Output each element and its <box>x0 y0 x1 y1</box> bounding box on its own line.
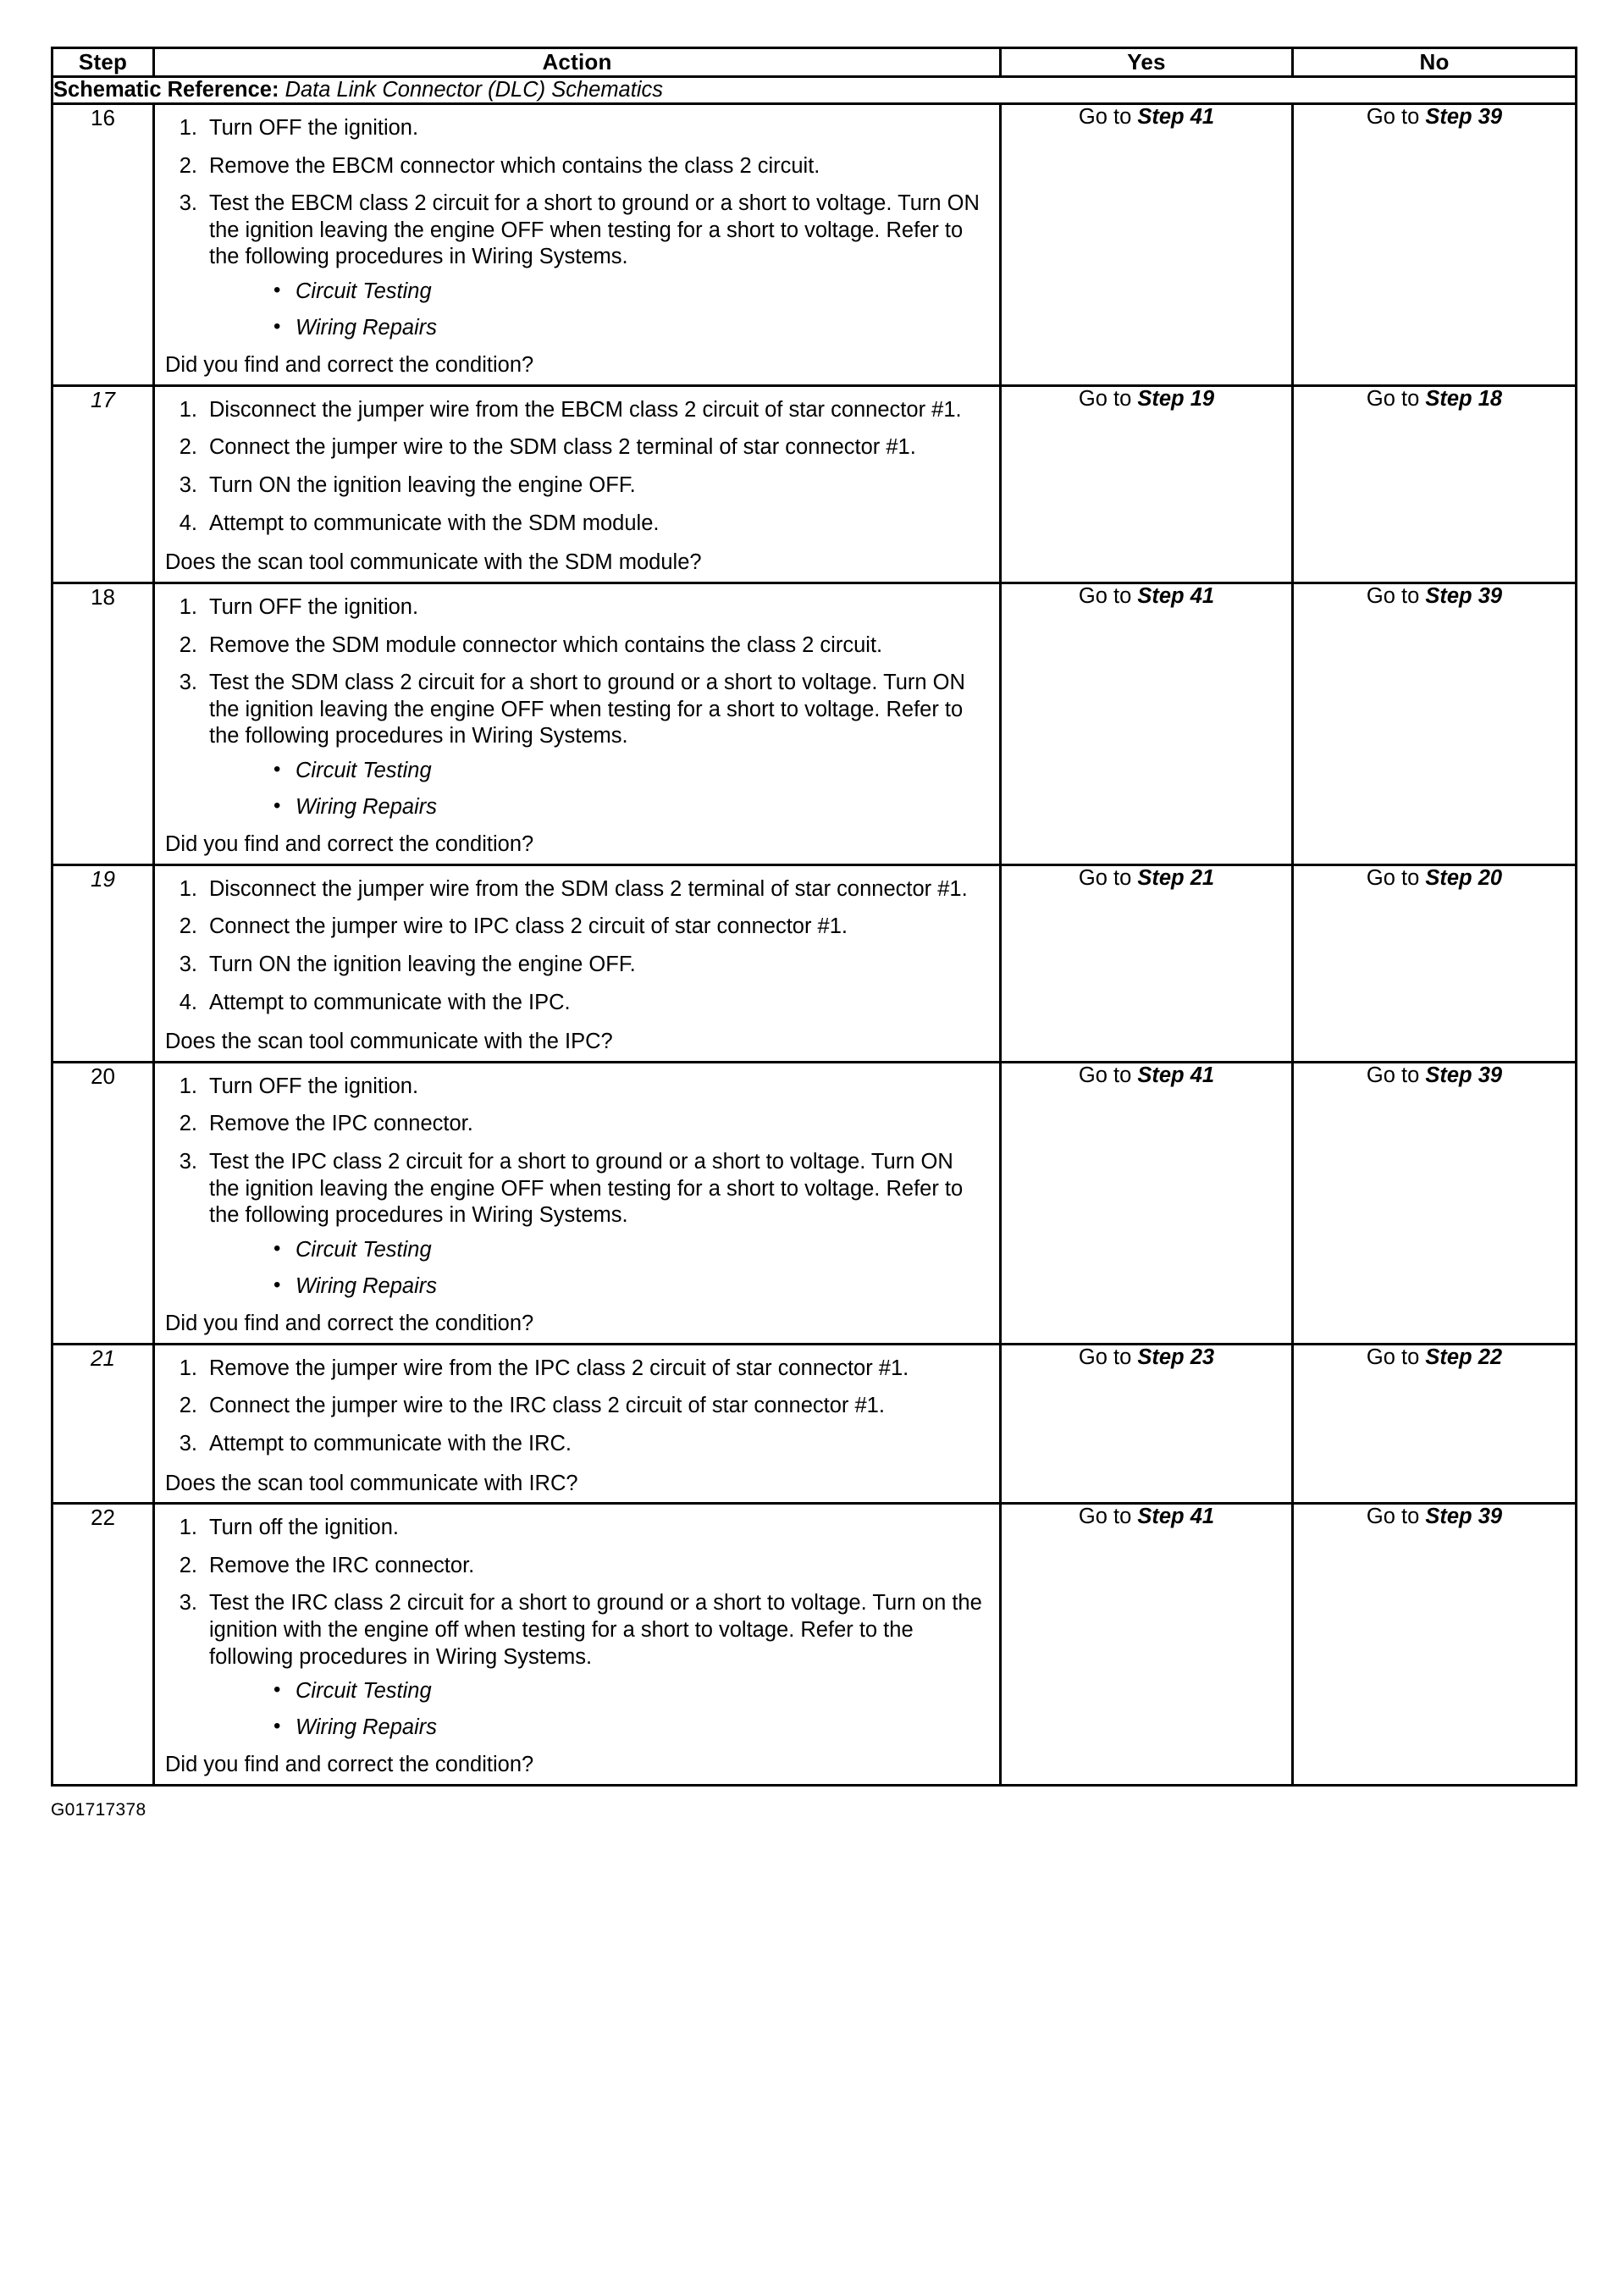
action-step-number: 1. <box>179 397 197 422</box>
action-cell <box>154 864 1001 1062</box>
action-step-item <box>170 990 986 1017</box>
goto-prefix: Go to <box>1366 865 1426 890</box>
action-step-item <box>170 876 986 903</box>
schematic-reference-cell <box>52 77 1577 104</box>
action-step-list <box>155 1063 999 1300</box>
goto-target: Step 21 <box>1137 865 1215 890</box>
header-action: Action <box>154 48 1001 77</box>
step-number-cell: 16 <box>52 104 154 386</box>
schematic-reference-row <box>52 77 1577 104</box>
action-bullet-item: • Circuit Testing <box>270 758 986 785</box>
action-step-text: Connect the jumper wire to the SDM class 2 terminal of star connector #1. <box>209 435 916 460</box>
action-question: Did you find and correct the condition? <box>165 832 534 857</box>
action-step-number: 3. <box>179 191 197 216</box>
action-step-item <box>170 472 986 500</box>
goto-target: Step 41 <box>1137 583 1215 608</box>
action-step-text: Remove the IRC connector. <box>209 1553 475 1577</box>
no-answer-cell <box>1293 385 1577 583</box>
action-step-item <box>170 632 986 660</box>
document-code: G01717378 <box>51 1800 146 1820</box>
action-step-number: 1. <box>179 1356 197 1380</box>
yes-answer-cell <box>1001 385 1293 583</box>
action-question: Did you find and correct the condition? <box>165 1312 534 1336</box>
yes-goto <box>1002 1063 1291 1088</box>
goto-target: Step 39 <box>1425 1505 1503 1529</box>
action-bullet-item: • Wiring Repairs <box>270 1715 986 1742</box>
action-step-number: 1. <box>179 594 197 619</box>
action-step-text: Disconnect the jumper wire from the SDM class 2 terminal of star connector #1. <box>209 876 968 901</box>
yes-goto <box>1002 1345 1291 1370</box>
action-step-number: 1. <box>179 876 197 901</box>
goto-target: Step 39 <box>1425 1063 1503 1087</box>
goto-prefix: Go to <box>1366 583 1426 608</box>
no-answer-cell <box>1293 1062 1577 1344</box>
action-step-item <box>170 1431 986 1458</box>
goto-target: Step 41 <box>1137 1505 1215 1529</box>
action-step-text: Attempt to communicate with the SDM module. <box>209 511 660 535</box>
goto-target: Step 19 <box>1137 386 1215 411</box>
action-step-item <box>170 1590 986 1671</box>
goto-target: Step 41 <box>1137 1063 1215 1087</box>
action-step-number: 2. <box>179 914 197 939</box>
action-step-item <box>170 1553 986 1580</box>
action-cell <box>154 104 1001 386</box>
action-cell <box>154 583 1001 864</box>
goto-prefix: Go to <box>1078 1505 1138 1529</box>
action-step-text: Turn OFF the ignition. <box>209 1074 419 1098</box>
action-step-number: 2. <box>179 632 197 657</box>
no-goto <box>1294 584 1575 609</box>
table-body <box>52 77 1577 1786</box>
goto-target: Step 18 <box>1425 386 1503 411</box>
action-step-item <box>170 1074 986 1101</box>
no-answer-cell <box>1293 104 1577 386</box>
action-step-item <box>170 914 986 941</box>
schematic-reference-label: Schematic Reference: <box>53 78 279 102</box>
action-step-number: 3. <box>179 671 197 695</box>
action-step-list <box>155 584 999 820</box>
step-number-cell: 17 <box>52 385 154 583</box>
diagnostic-table <box>51 47 1577 1787</box>
action-step-item <box>170 153 986 180</box>
action-bullet-item: • Wiring Repairs <box>270 315 986 342</box>
action-question: Does the scan tool communicate with the SDM module? <box>165 550 702 575</box>
goto-prefix: Go to <box>1366 1063 1426 1087</box>
yes-answer-cell <box>1001 864 1293 1062</box>
goto-target: Step 20 <box>1425 865 1503 890</box>
action-step-list <box>155 866 999 1016</box>
action-step-text: Turn ON the ignition leaving the engine OFF. <box>209 953 636 977</box>
action-step-text: Disconnect the jumper wire from the EBCM class 2 circuit of star connector #1. <box>209 397 962 422</box>
action-step-list <box>155 105 999 341</box>
table-row <box>52 385 1577 583</box>
table-row <box>52 1504 1577 1786</box>
yes-goto <box>1002 105 1291 130</box>
action-step-number: 2. <box>179 153 197 178</box>
action-step-text: Connect the jumper wire to IPC class 2 circuit of star connector #1. <box>209 914 848 939</box>
no-answer-cell <box>1293 1344 1577 1503</box>
action-step-number: 3. <box>179 1431 197 1455</box>
action-step-number: 2. <box>179 1112 197 1136</box>
goto-prefix: Go to <box>1078 1345 1138 1369</box>
action-step-list <box>155 387 999 537</box>
action-bullet-list <box>170 1678 986 1741</box>
action-step-text: Connect the jumper wire to the IRC class 2 circuit of star connector #1. <box>209 1394 885 1418</box>
action-step-item <box>170 594 986 621</box>
action-step-item <box>170 952 986 979</box>
yes-answer-cell <box>1001 1062 1293 1344</box>
action-step-text: Test the SDM class 2 circuit for a short to ground or a short to voltage. Turn ON the ignition leaving the engine OFF when testing for a short to voltage. Refer to the following procedures in Wiring Systems. <box>209 671 965 748</box>
header-step: Step <box>52 48 154 77</box>
action-step-text: Remove the EBCM connector which contains the class 2 circuit. <box>209 153 820 178</box>
action-step-item <box>170 1111 986 1138</box>
action-step-item <box>170 191 986 271</box>
step-number-cell: 18 <box>52 583 154 864</box>
yes-answer-cell <box>1001 583 1293 864</box>
action-step-text: Attempt to communicate with the IPC. <box>209 990 571 1014</box>
goto-prefix: Go to <box>1366 1345 1426 1369</box>
yes-goto <box>1002 1505 1291 1529</box>
action-question: Does the scan tool communicate with IRC? <box>165 1471 578 1495</box>
header-yes: Yes <box>1001 48 1293 77</box>
yes-answer-cell <box>1001 1504 1293 1786</box>
action-step-item <box>170 1149 986 1229</box>
action-step-number: 3. <box>179 1150 197 1174</box>
goto-prefix: Go to <box>1366 386 1426 411</box>
yes-goto <box>1002 387 1291 411</box>
goto-target: Step 41 <box>1137 105 1215 129</box>
goto-prefix: Go to <box>1366 1505 1426 1529</box>
action-step-number: 1. <box>179 1074 197 1098</box>
goto-prefix: Go to <box>1078 1063 1138 1087</box>
goto-target: Step 23 <box>1137 1345 1215 1369</box>
step-number-cell: 20 <box>52 1062 154 1344</box>
table-row <box>52 104 1577 386</box>
action-cell <box>154 385 1001 583</box>
yes-answer-cell <box>1001 104 1293 386</box>
action-step-number: 1. <box>179 116 197 140</box>
action-step-text: Remove the IPC connector. <box>209 1112 473 1136</box>
goto-prefix: Go to <box>1078 583 1138 608</box>
action-bullet-list <box>170 1237 986 1300</box>
action-cell <box>154 1344 1001 1503</box>
action-step-number: 1. <box>179 1516 197 1540</box>
table-row <box>52 864 1577 1062</box>
yes-goto <box>1002 584 1291 609</box>
no-goto <box>1294 1063 1575 1088</box>
action-question: Did you find and correct the condition? <box>165 353 534 378</box>
action-step-item <box>170 1393 986 1420</box>
yes-answer-cell <box>1001 1344 1293 1503</box>
action-step-number: 3. <box>179 953 197 977</box>
table-row <box>52 583 1577 864</box>
no-answer-cell <box>1293 864 1577 1062</box>
action-step-item <box>170 511 986 538</box>
action-step-number: 4. <box>179 511 197 535</box>
action-step-text: Turn off the ignition. <box>209 1516 399 1540</box>
action-step-text: Remove the SDM module connector which contains the class 2 circuit. <box>209 632 883 657</box>
action-bullet-item: • Circuit Testing <box>270 1678 986 1705</box>
table-row <box>52 1344 1577 1503</box>
action-bullet-item: • Wiring Repairs <box>270 1273 986 1301</box>
action-question: Did you find and correct the condition? <box>165 1753 534 1777</box>
header-row <box>52 48 1577 77</box>
no-goto <box>1294 105 1575 130</box>
no-goto <box>1294 866 1575 891</box>
action-step-list <box>155 1505 999 1741</box>
header-no: No <box>1293 48 1577 77</box>
action-step-text: Test the IPC class 2 circuit for a short to ground or a short to voltage. Turn ON the ignition leaving the engine OFF when testing for a short to voltage. Refer to the following procedures in Wiring Systems. <box>209 1150 964 1228</box>
action-cell <box>154 1062 1001 1344</box>
goto-prefix: Go to <box>1366 105 1426 129</box>
action-step-text: Test the EBCM class 2 circuit for a short to ground or a short to voltage. Turn ON the ignition leaving the engine OFF when testing for a short to voltage. Refer to the following procedures in Wiring Systems. <box>209 191 980 269</box>
table-header <box>52 48 1577 77</box>
action-cell <box>154 1504 1001 1786</box>
schematic-reference-value: Data Link Connector (DLC) Schematics <box>284 78 663 102</box>
action-step-number: 2. <box>179 1394 197 1418</box>
action-step-text: Turn OFF the ignition. <box>209 116 419 140</box>
action-step-number: 2. <box>179 435 197 460</box>
action-step-item <box>170 434 986 461</box>
action-step-number: 2. <box>179 1553 197 1577</box>
action-bullet-item: • Circuit Testing <box>270 1237 986 1264</box>
goto-target: Step 39 <box>1425 105 1503 129</box>
action-question: Does the scan tool communicate with the IPC? <box>165 1030 613 1054</box>
action-bullet-list <box>170 279 986 341</box>
step-number-cell: 21 <box>52 1344 154 1503</box>
action-bullet-item: • Circuit Testing <box>270 279 986 306</box>
action-step-text: Attempt to communicate with the IRC. <box>209 1431 572 1455</box>
no-answer-cell <box>1293 583 1577 864</box>
step-number-cell: 22 <box>52 1504 154 1786</box>
goto-prefix: Go to <box>1078 105 1138 129</box>
no-goto <box>1294 1505 1575 1529</box>
goto-prefix: Go to <box>1078 386 1138 411</box>
action-step-text: Remove the jumper wire from the IPC class 2 circuit of star connector #1. <box>209 1356 909 1380</box>
action-step-item <box>170 1515 986 1542</box>
action-bullet-list <box>170 758 986 820</box>
action-step-text: Test the IRC class 2 circuit for a short to ground or a short to voltage. Turn on the ignition with the engine off when testing for a short to voltage. Refer to the following procedures in Wiring Systems. <box>209 1591 982 1669</box>
action-step-item <box>170 1356 986 1383</box>
no-goto <box>1294 387 1575 411</box>
action-step-item <box>170 115 986 142</box>
action-step-item <box>170 670 986 750</box>
yes-goto <box>1002 866 1291 891</box>
action-step-number: 3. <box>179 473 197 498</box>
no-answer-cell <box>1293 1504 1577 1786</box>
action-bullet-item: • Wiring Repairs <box>270 794 986 821</box>
no-goto <box>1294 1345 1575 1370</box>
action-step-item <box>170 397 986 424</box>
action-step-number: 3. <box>179 1591 197 1615</box>
action-step-text: Turn ON the ignition leaving the engine OFF. <box>209 473 636 498</box>
action-step-text: Turn OFF the ignition. <box>209 594 419 619</box>
goto-prefix: Go to <box>1078 865 1138 890</box>
goto-target: Step 39 <box>1425 583 1503 608</box>
step-number-cell: 19 <box>52 864 154 1062</box>
goto-target: Step 22 <box>1425 1345 1503 1369</box>
action-step-list <box>155 1345 999 1458</box>
table-row <box>52 1062 1577 1344</box>
action-step-number: 4. <box>179 990 197 1014</box>
